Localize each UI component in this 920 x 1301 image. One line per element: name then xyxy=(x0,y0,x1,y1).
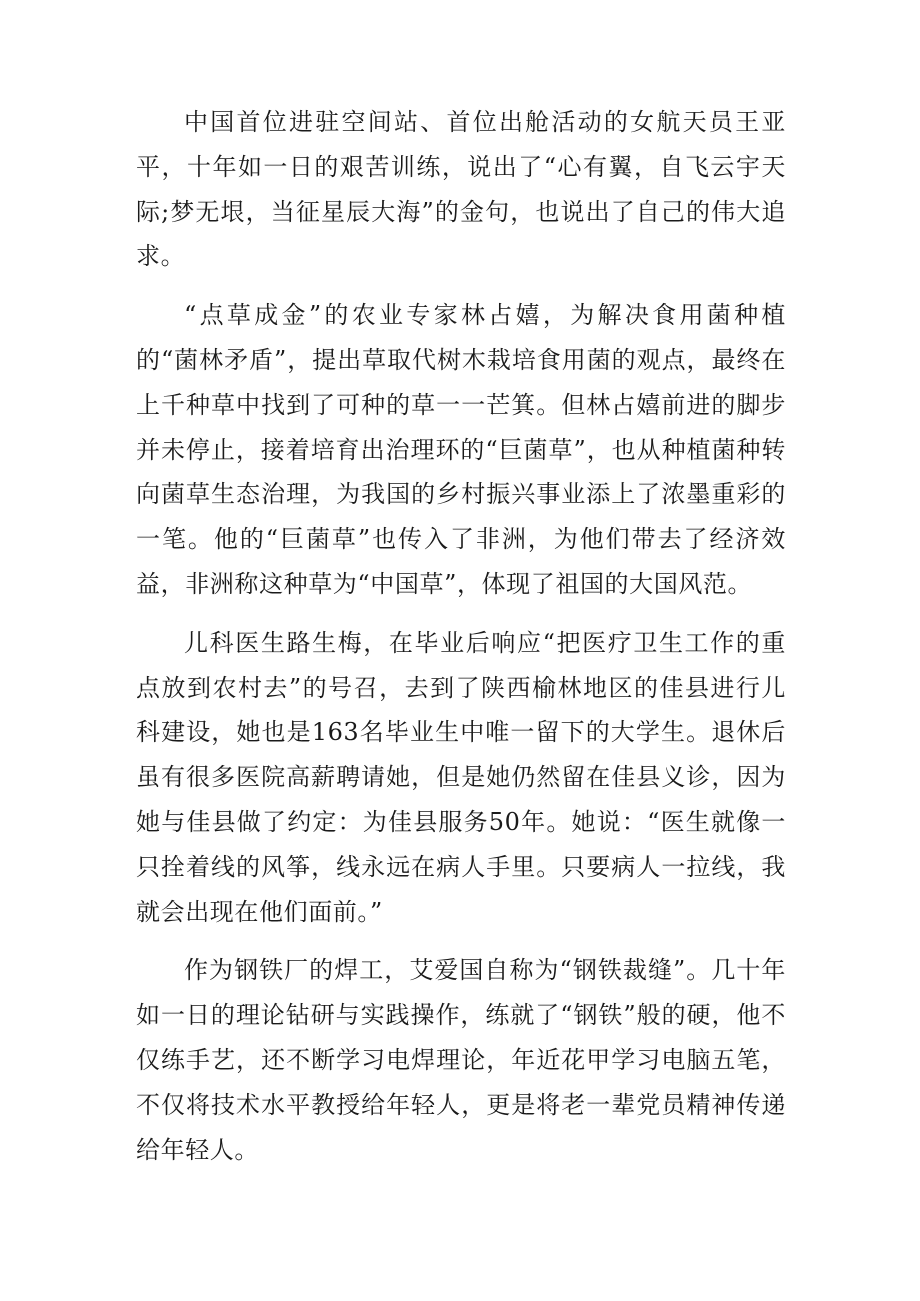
paragraph-lu-shengmei: 儿科医生路生梅，在毕业后响应“把医疗卫生工作的重点放到农村去”的号召，去到了陕西榆林地区的佳县进行儿科建设，她也是163名毕业生中唯一留下的大学生。退休后虽有很多医院高薪聘请她，但是她仍然留在佳县义诊，因为她与佳县做了约定：为佳县服务50年。她说：“医生就像一只拴着线的风筝，线永远在病人手里。只要病人一拉线，我就会出现在他们面前。” xyxy=(136,628,786,926)
paragraph-lin-zhanxi: “点草成金”的农业专家林占嬉，为解决食用菌种植的“菌林矛盾”，提出草取代树木栽培食用菌的观点，最终在上千种草中找到了可种的草一一芒箕。但林占嬉前进的脚步并未停止，接着培育出治理环的“巨菌草”，也从种植菌种转向菌草生态治理，为我国的乡村振兴事业添上了浓墨重彩的一笔。他的“巨菌草”也传入了非洲，为他们带去了经济效益，非洲称这种草为“中国草”，体现了祖国的大国风范。 xyxy=(136,301,786,598)
document-page xyxy=(136,100,786,1172)
paragraph-wang-yaping: 中国首位进驻空间站、首位出舱活动的女航天员王亚平，十年如一日的艰苦训练，说出了“心有翼，自飞云宇天际;梦无垠，当征星辰大海”的金句，也说出了自己的伟大追求。 xyxy=(136,108,786,271)
paragraph-ai-aiguo: 作为钢铁厂的焊工，艾爱国自称为“钢铁裁缝”。几十年如一日的理论钻研与实践操作，练就了“钢铁”般的硬，他不仅练手艺，还不断学习电焊理论，年近花甲学习电脑五笔，不仅将技术水平教授给年轻人，更是将老一辈党员精神传递给年轻人。 xyxy=(136,956,786,1164)
